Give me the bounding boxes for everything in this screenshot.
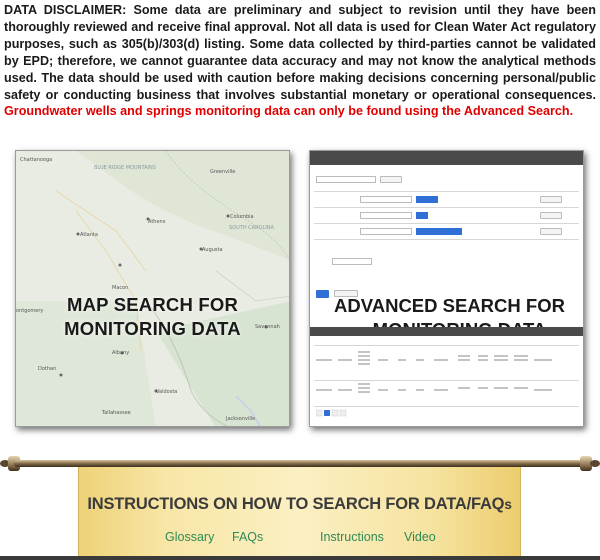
map-place-south-carolina: SOUTH CAROLINA bbox=[229, 225, 274, 231]
map-place-columbia: Columbia bbox=[230, 214, 254, 220]
map-place-savannah: Savannah bbox=[255, 324, 280, 330]
disclaimer-body: Some data are preliminary and subject to revision until they have been thoroughly reviewed and receive final approval. Not all data is used for Clean Water Act regulatory purposes, such as 305(b)/303(d) listing. Some data collected by third-parties cannot be validated by EPD; therefore, we cannot guarantee data accuracy and may not know the analytical methods used. The data should be used with caution before making decisions concerning personal/public safety or conducting business that involves substantial monetary or operational consequences. bbox=[4, 3, 597, 102]
map-place-atlanta: Atlanta bbox=[80, 232, 98, 238]
map-place-valdosta: Valdosta bbox=[156, 389, 178, 395]
groundwater-warning: Groundwater wells and springs monitoring data can only be found using the Advanced Search. bbox=[4, 104, 574, 119]
map-place-tallahassee: Tallahassee bbox=[102, 410, 131, 416]
delete-button-3 bbox=[540, 228, 562, 235]
map-place-dothan: Dothan bbox=[38, 366, 57, 372]
instructions-title bbox=[79, 495, 520, 514]
data-disclaimer bbox=[4, 2, 596, 120]
map-search-label bbox=[16, 293, 289, 341]
criteria-grid-line bbox=[314, 207, 579, 208]
delete-button-2 bbox=[540, 212, 562, 219]
instructions-title-main: INSTRUCTIONS ON HOW TO SEARCH FOR DATA/FAQ bbox=[87, 495, 505, 513]
operator-select-3 bbox=[360, 228, 412, 235]
search-results-header bbox=[310, 327, 583, 336]
value-field-3 bbox=[416, 228, 462, 235]
map-search-tile[interactable] bbox=[15, 150, 290, 427]
map-search-label-line2: MONITORING DATA bbox=[64, 318, 241, 339]
scroll-rod-tip-right bbox=[590, 460, 600, 467]
map-background bbox=[16, 151, 290, 427]
results-grid-line bbox=[314, 406, 579, 407]
instructions-banner bbox=[78, 467, 521, 560]
operator-select-1 bbox=[360, 196, 412, 203]
parameter-select-box bbox=[316, 176, 376, 183]
disclaimer-label: DATA DISCLAIMER: bbox=[4, 3, 127, 17]
instructions-link[interactable]: Instructions bbox=[320, 530, 384, 544]
results-pagination-mock bbox=[316, 409, 376, 417]
operator-select-2 bbox=[360, 212, 412, 219]
value-field-2 bbox=[416, 212, 428, 219]
advanced-search-label-line1: ADVANCED SEARCH FOR bbox=[334, 295, 565, 316]
results-grid-line bbox=[314, 345, 579, 346]
map-place-chattanooga: Chattanooga bbox=[20, 157, 53, 163]
criteria-grid-line bbox=[314, 191, 579, 192]
criteria-grid-line bbox=[314, 239, 579, 240]
video-link[interactable]: Video bbox=[404, 530, 436, 544]
map-place-blue-ridge: BLUE RIDGE MOUNTAINS bbox=[94, 165, 156, 171]
match-select bbox=[332, 258, 372, 265]
criteria-grid-line bbox=[314, 223, 579, 224]
parameter-select-mock bbox=[316, 176, 376, 183]
map-place-albany: Albany bbox=[112, 350, 130, 356]
instructions-title-suffix: s bbox=[504, 497, 512, 512]
map-place-greenville: Greenville bbox=[210, 169, 236, 175]
map-place-macon: Macon bbox=[112, 285, 129, 291]
map-search-label-line1: MAP SEARCH FOR bbox=[66, 294, 239, 315]
map-place-montgomery: ontgomery bbox=[16, 308, 44, 314]
map-place-athens: Athens bbox=[148, 219, 166, 225]
advanced-search-tile[interactable] bbox=[309, 150, 584, 427]
scroll-rod bbox=[14, 460, 586, 467]
glossary-link[interactable]: Glossary bbox=[165, 530, 215, 544]
map-place-augusta: Augusta bbox=[202, 247, 223, 253]
value-field-1 bbox=[416, 196, 438, 203]
add-criteria-mock bbox=[380, 176, 402, 183]
query-criteria-header bbox=[310, 151, 583, 165]
bottom-bar bbox=[0, 556, 600, 560]
map-place-jacksonville: Jacksonville bbox=[226, 416, 256, 422]
faqs-link[interactable]: FAQs bbox=[232, 530, 264, 544]
banner-links bbox=[79, 530, 520, 546]
delete-button-1 bbox=[540, 196, 562, 203]
results-table-mock bbox=[314, 347, 580, 405]
